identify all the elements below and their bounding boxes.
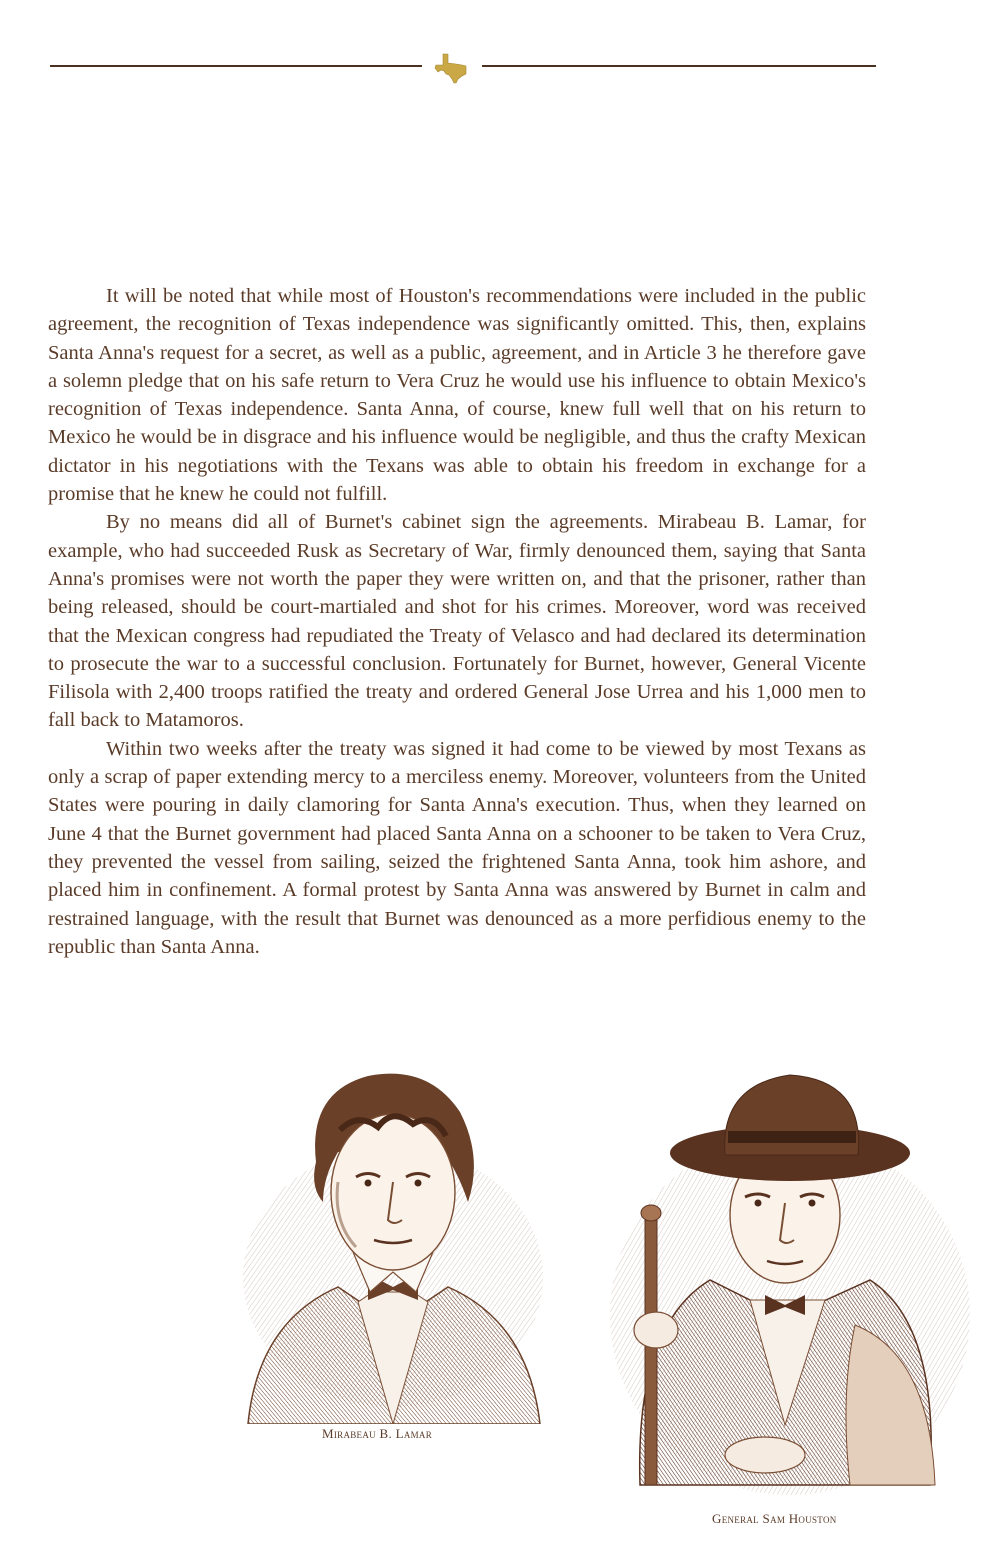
caption-houston: General Sam Houston	[712, 1511, 837, 1526]
paragraph-3: Within two weeks after the treaty was signed it had come to be viewed by most Texans as only a scrap of paper extending mercy to a merciless enemy. Moreover, volunteers from the United States were pouring in daily clamoring for Santa Anna's execution. Thus, when they learned on June 4 that the Burnet government had placed Santa Anna on a schooner to be taken to Vera Cruz, they prevented the vessel from sailing, seized the frightened Santa Anna, took him ashore, and placed him in confinement. A formal protest by Santa Anna was answered by Burnet in calm and restrained language, with the result that Burnet was denounced as a more perfidious enemy to the republic than Santa Anna.	[48, 737, 866, 958]
body-text	[48, 282, 866, 961]
texas-outline-icon	[432, 52, 470, 84]
rule-line-right	[482, 65, 876, 67]
paragraph-1: It will be noted that while most of Houston's recommendations were included in the public agreement, the recognition of Texas independence was significantly omitted. This, then, explains Santa Anna's request for a secret, as well as a public, agreement, and in Article 3 he therefore gave a solemn pledge that on his safe return to Vera Cruz he would use his influence to obtain Mexico's recognition of Texas independence. Santa Anna, of course, knew full well that on his return to Mexico he would be in disgrace and his influence would be negligible, and thus the crafty Mexican dictator in his negotiations with the Texans was able to obtain his freedom in exchange for a promise that he knew he could not fulfill.	[48, 285, 866, 506]
caption-lamar: Mirabeau B. Lamar	[322, 1426, 433, 1441]
header-rule	[50, 52, 876, 82]
portrait-houston	[600, 1065, 970, 1500]
portrait-lamar	[228, 1052, 548, 1424]
paragraph-2: By no means did all of Burnet's cabinet sign the agreements. Mirabeau B. Lamar, for example, who had succeeded Rusk as Secretary of War, firmly denounced them, saying that Santa Anna's promises were not worth the paper they were written on, and that the prisoner, rather than being released, should be court-martialed and shot for his crimes. Moreover, word was received that the Mexican congress had repudiated the Treaty of Velasco and had declared its determination to prosecute the war to a successful conclusion. Fortunately for Burnet, however, General Vicente Filisola with 2,400 troops ratified the treaty and ordered General Jose Urrea and his 1,000 men to fall back to Matamoros.	[48, 511, 866, 732]
rule-line-left	[50, 65, 422, 67]
